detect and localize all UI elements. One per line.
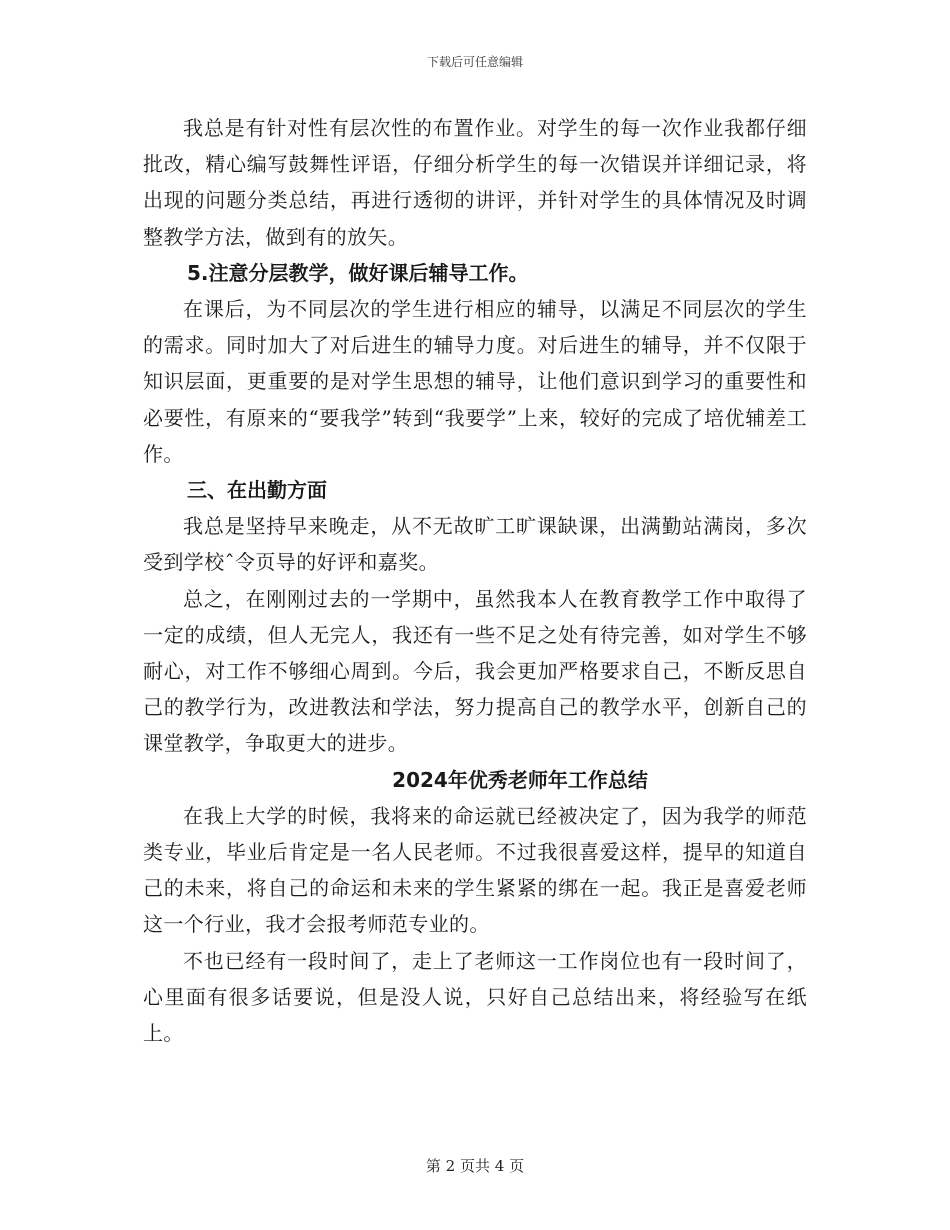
document-body (143, 110, 807, 1051)
paragraph-conclusion: 总之，在刚刚过去的一学期中，虽然我本人在教育教学工作中取得了一定的成绩，但人无完人，我还有一些不足之处有待完善，如对学生不够耐心，对工作不够细心周到。今后，我会更加严格要求自己，不断反思自己的教学行为，改进教法和学法，努力提高自己的教学水平，创新自己的课堂教学，争取更大的进步。 (143, 586, 807, 756)
paragraph-after-class-tutoring: 在课后，为不同层次的学生进行相应的辅导，以满足不同层次的学生的需求。同时加大了对后进生的辅导力度。对后进生的辅导，并不仅限于知识层面，更重要的是对学生思想的辅导，让他们意识到学习的重要性和必要性，有原来的“要我学”转到“我要学”上来，较好的完成了培优辅差工作。 (143, 297, 807, 466)
paragraph-university: 在我上大学的时候，我将来的命运就已经被决定了，因为我学的师范类专业，毕业后肯定是一名人民老师。不过我很喜爱这样，提早的知道自己的未来，将自己的命运和未来的学生紧紧的绑在一起。我正是喜爱老师这一个行业，我才会报考师范专业的。 (143, 803, 807, 937)
paragraph-attendance: 我总是坚持早来晚走，从不无故旷工旷课缺课，出满勤站满岗，多次受到学校ˆ令页导的好评和嘉奖。 (143, 514, 807, 575)
section-title: 2024年优秀老师年工作总结 (392, 767, 648, 792)
paragraph-experience: 不也已经有一段时间了，走上了老师这一工作岗位也有一段时间了，心里面有很多话要说，但是没人说，只好自己总结出来，将经验写在纸上。 (143, 948, 807, 1046)
heading-layered-teaching: 5.注意分层教学，做好课后辅导工作。 (187, 260, 529, 285)
heading-attendance: 三、在出勤方面 (187, 478, 327, 503)
page-header: 下载后可任意编辑 (426, 55, 523, 69)
paragraph-homework: 我总是有针对性有层次性的布置作业。对学生的每一次作业我都仔细批改，精心编写鼓舞性评语，仔细分析学生的每一次错误并详细记录，将出现的问题分类总结，再进行透彻的讲评，并针对学生的具体情况及时调整教学方法，做到有的放矢。 (143, 116, 807, 249)
page-number: 第 2 页共 4 页 (425, 1157, 525, 1175)
